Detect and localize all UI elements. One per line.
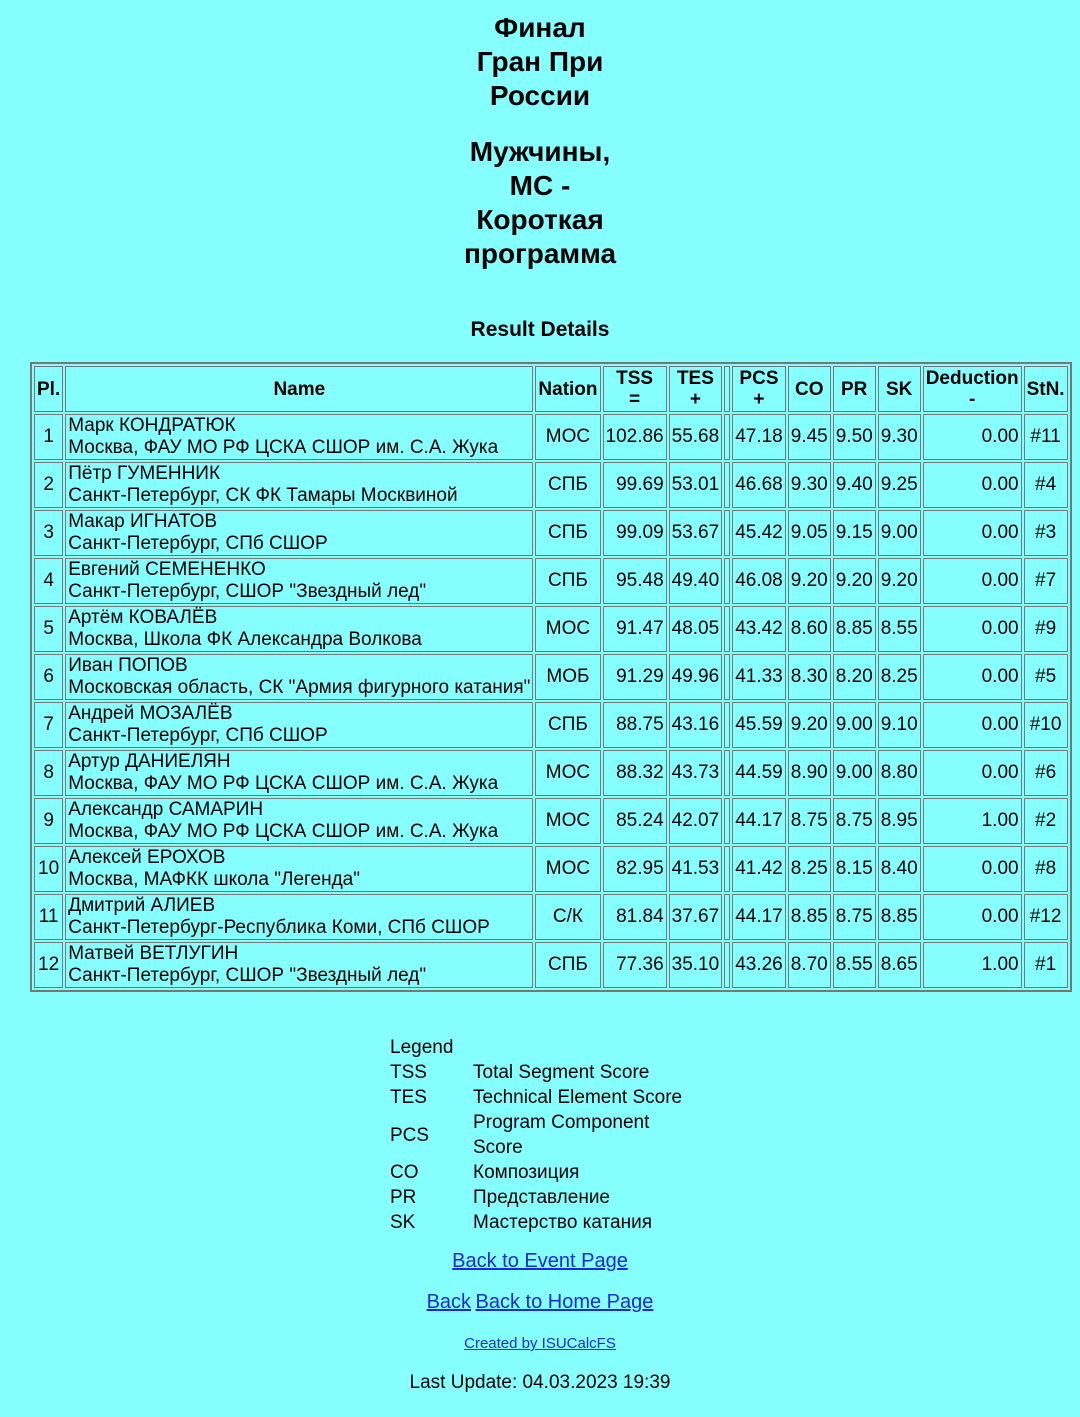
pcs-cell: 44.17	[732, 894, 786, 940]
sk-cell: 8.25	[878, 654, 921, 700]
nation-cell: СПБ	[535, 942, 600, 988]
legend-item	[390, 1185, 693, 1210]
category-title-line: Короткая	[476, 204, 604, 235]
nation-cell: СПБ	[535, 462, 600, 508]
tes-cell: 49.40	[669, 558, 723, 604]
legend-desc: Program Component Score	[473, 1112, 650, 1158]
sk-cell: 8.40	[878, 846, 921, 892]
pr-cell: 9.40	[833, 462, 876, 508]
skater-club: Москва, ФАУ МО РФ ЦСКА СШОР им. С.А. Жука	[68, 821, 499, 842]
nation-cell: МОБ	[535, 654, 600, 700]
event-title-line: Гран При	[476, 46, 604, 77]
gap-cell	[724, 846, 730, 892]
legend-desc: Technical Element Score	[473, 1087, 683, 1108]
legend-abbr: PCS	[390, 1124, 430, 1146]
legend-desc: Представление	[473, 1187, 610, 1208]
pcs-cell: 44.59	[732, 750, 786, 796]
skater-club: Московская область, СК "Армия фигурного катания"	[68, 677, 531, 698]
co-cell: 8.75	[788, 798, 831, 844]
category-title-line: программа	[463, 238, 617, 269]
tss-cell: 82.95	[603, 846, 667, 892]
co-cell: 8.60	[788, 606, 831, 652]
skater-name: Александр САМАРИН	[68, 799, 264, 820]
nation-cell: СПБ	[535, 558, 600, 604]
gap-cell	[724, 558, 730, 604]
pr-cell: 8.20	[833, 654, 876, 700]
created-by-link[interactable]: Created by ISUCalcFS	[464, 1335, 616, 1352]
deduction-cell: 0.00	[923, 702, 1022, 748]
event-title-line: Финал	[494, 12, 586, 43]
pr-cell: 9.20	[833, 558, 876, 604]
nation-cell: МОС	[535, 414, 600, 460]
col-stn: StN.	[1024, 366, 1068, 412]
start-number-cell: #12	[1024, 894, 1068, 940]
table-row	[34, 654, 1068, 700]
place-cell: 5	[34, 606, 63, 652]
co-cell: 9.05	[788, 510, 831, 556]
deduction-cell: 0.00	[923, 846, 1022, 892]
gap-cell	[724, 654, 730, 700]
tss-cell: 88.75	[603, 702, 667, 748]
col-pcs	[732, 366, 786, 412]
back-link[interactable]: Back	[426, 1291, 472, 1313]
tss-cell: 99.09	[603, 510, 667, 556]
event-link-row	[0, 1250, 1080, 1273]
pr-cell: 8.75	[833, 894, 876, 940]
tes-cell: 43.16	[669, 702, 723, 748]
deduction-cell: 1.00	[923, 798, 1022, 844]
back-to-event-link[interactable]: Back to Event Page	[452, 1250, 628, 1272]
tss-cell: 85.24	[603, 798, 667, 844]
skater-cell	[65, 606, 533, 652]
pcs-cell: 45.59	[732, 702, 786, 748]
sk-cell: 9.00	[878, 510, 921, 556]
legend-abbr: TSS	[390, 1062, 427, 1083]
table-row	[34, 558, 1068, 604]
gap-cell	[724, 414, 730, 460]
skater-name: Макар ИГНАТОВ	[68, 511, 218, 532]
legend-item	[390, 1060, 693, 1085]
co-cell: 8.70	[788, 942, 831, 988]
nation-cell: МОС	[535, 798, 600, 844]
co-cell: 8.85	[788, 894, 831, 940]
table-header-row	[34, 366, 1068, 412]
col-pcs-label: PCS	[739, 368, 779, 389]
col-sk: SK	[878, 366, 921, 412]
gap-cell	[724, 702, 730, 748]
pr-cell: 9.00	[833, 702, 876, 748]
tes-cell: 41.53	[669, 846, 723, 892]
start-number-cell: #7	[1024, 558, 1068, 604]
event-title	[390, 0, 690, 113]
co-cell: 9.45	[788, 414, 831, 460]
legend-desc: Мастерство катания	[473, 1212, 652, 1233]
tss-cell: 91.29	[603, 654, 667, 700]
deduction-cell: 0.00	[923, 606, 1022, 652]
skater-club: Санкт-Петербург, СШОР "Звездный лед"	[68, 581, 427, 602]
table-row	[34, 798, 1068, 844]
category-title	[390, 135, 690, 271]
co-cell: 9.20	[788, 558, 831, 604]
deduction-cell: 0.00	[923, 654, 1022, 700]
skater-club: Санкт-Петербург, СПб СШОР	[68, 725, 328, 746]
skater-cell	[65, 846, 533, 892]
nation-cell: МОС	[535, 750, 600, 796]
col-gap	[724, 366, 730, 412]
col-pr: PR	[833, 366, 876, 412]
place-cell: 7	[34, 702, 63, 748]
co-cell: 8.30	[788, 654, 831, 700]
deduction-cell: 0.00	[923, 558, 1022, 604]
sk-cell: 9.30	[878, 414, 921, 460]
start-number-cell: #11	[1024, 414, 1068, 460]
col-pcs-sign: +	[753, 389, 765, 410]
legend-item	[390, 1160, 693, 1185]
col-deduction-sign: -	[968, 389, 976, 410]
sk-cell: 8.55	[878, 606, 921, 652]
table-row	[34, 846, 1068, 892]
table-row	[34, 942, 1068, 988]
start-number-cell: #4	[1024, 462, 1068, 508]
pr-cell: 9.50	[833, 414, 876, 460]
col-deduction-label: Deduction	[925, 368, 1019, 389]
col-tes-label: TES	[676, 368, 714, 389]
nation-cell: С/К	[535, 894, 600, 940]
skater-name: Матвей ВЕТЛУГИН	[68, 943, 239, 964]
co-cell: 8.90	[788, 750, 831, 796]
event-title-line: России	[489, 80, 591, 111]
legend-title: Legend	[390, 1037, 454, 1058]
skater-name: Иван ПОПОВ	[68, 655, 188, 676]
legend-abbr: TES	[390, 1087, 427, 1108]
legend-desc: Композиция	[473, 1162, 580, 1183]
deduction-cell: 0.00	[923, 414, 1022, 460]
skater-cell	[65, 510, 533, 556]
skater-club: Санкт-Петербург-Республика Коми, СПб СШОР	[68, 917, 490, 938]
tes-cell: 48.05	[669, 606, 723, 652]
start-number-cell: #1	[1024, 942, 1068, 988]
pcs-cell: 41.33	[732, 654, 786, 700]
deduction-cell: 0.00	[923, 510, 1022, 556]
legend-item	[390, 1110, 693, 1160]
legend-abbr: PR	[390, 1187, 417, 1208]
nation-cell: МОС	[535, 606, 600, 652]
pr-cell: 9.15	[833, 510, 876, 556]
pcs-cell: 43.26	[732, 942, 786, 988]
home-link-row	[0, 1291, 1080, 1314]
skater-club: Москва, МАФКК школа "Легенда"	[68, 869, 360, 890]
col-name: Name	[65, 366, 533, 412]
place-cell: 10	[34, 846, 63, 892]
start-number-cell: #3	[1024, 510, 1068, 556]
tes-cell: 37.67	[669, 894, 723, 940]
start-number-cell: #8	[1024, 846, 1068, 892]
tss-cell: 81.84	[603, 894, 667, 940]
deduction-cell: 0.00	[923, 894, 1022, 940]
pcs-cell: 44.17	[732, 798, 786, 844]
skater-name: Алексей ЕРОХОВ	[68, 847, 226, 868]
table-row	[34, 750, 1068, 796]
pr-cell: 8.75	[833, 798, 876, 844]
skater-club: Москва, ФАУ МО РФ ЦСКА СШОР им. С.А. Жука	[68, 773, 499, 794]
col-deduction	[923, 366, 1022, 412]
pr-cell: 8.15	[833, 846, 876, 892]
gap-cell	[724, 894, 730, 940]
tss-cell: 102.86	[603, 414, 667, 460]
section-title: Result Details	[470, 318, 610, 341]
gap-cell	[724, 750, 730, 796]
start-number-cell: #10	[1024, 702, 1068, 748]
skater-name: Марк КОНДРАТЮК	[68, 415, 236, 436]
results-body	[34, 414, 1068, 988]
legend-desc: Total Segment Score	[473, 1062, 650, 1083]
co-cell: 9.30	[788, 462, 831, 508]
nation-cell: СПБ	[535, 510, 600, 556]
skater-club: Санкт-Петербург, СШОР "Звездный лед"	[68, 965, 427, 986]
tes-cell: 55.68	[669, 414, 723, 460]
sk-cell: 8.65	[878, 942, 921, 988]
skater-cell	[65, 894, 533, 940]
pcs-cell: 47.18	[732, 414, 786, 460]
skater-cell	[65, 702, 533, 748]
place-cell: 9	[34, 798, 63, 844]
skater-cell	[65, 558, 533, 604]
pr-cell: 8.85	[833, 606, 876, 652]
start-number-cell: #2	[1024, 798, 1068, 844]
tes-cell: 49.96	[669, 654, 723, 700]
category-title-line: Мужчины,	[469, 136, 611, 167]
col-tss-label: TSS	[616, 368, 654, 389]
co-cell: 9.20	[788, 702, 831, 748]
legend-item	[390, 1210, 693, 1235]
table-row	[34, 414, 1068, 460]
back-to-home-link[interactable]: Back to Home Page	[475, 1291, 654, 1313]
tss-cell: 88.32	[603, 750, 667, 796]
legend-abbr: SK	[390, 1212, 416, 1233]
skater-name: Пётр ГУМЕННИК	[68, 463, 221, 484]
skater-club: Санкт-Петербург, СК ФК Тамары Москвиной	[68, 485, 458, 506]
skater-cell	[65, 462, 533, 508]
sk-cell: 8.95	[878, 798, 921, 844]
tss-cell: 95.48	[603, 558, 667, 604]
pcs-cell: 46.68	[732, 462, 786, 508]
tes-cell: 53.01	[669, 462, 723, 508]
skater-cell	[65, 750, 533, 796]
skater-name: Артур ДАНИЕЛЯН	[68, 751, 231, 772]
place-cell: 6	[34, 654, 63, 700]
table-row	[34, 702, 1068, 748]
tes-cell: 53.67	[669, 510, 723, 556]
deduction-cell: 0.00	[923, 462, 1022, 508]
sk-cell: 9.10	[878, 702, 921, 748]
table-row	[34, 606, 1068, 652]
legend	[390, 1035, 693, 1235]
co-cell: 8.25	[788, 846, 831, 892]
skater-club: Санкт-Петербург, СПб СШОР	[68, 533, 328, 554]
pr-cell: 8.55	[833, 942, 876, 988]
skater-cell	[65, 414, 533, 460]
sk-cell: 8.80	[878, 750, 921, 796]
pr-cell: 9.00	[833, 750, 876, 796]
sk-cell: 9.20	[878, 558, 921, 604]
start-number-cell: #5	[1024, 654, 1068, 700]
col-tss-sign: =	[629, 389, 641, 410]
skater-name: Андрей МОЗАЛЁВ	[68, 703, 233, 724]
skater-cell	[65, 798, 533, 844]
gap-cell	[724, 462, 730, 508]
nation-cell: МОС	[535, 846, 600, 892]
col-tes	[669, 366, 723, 412]
col-co: CO	[788, 366, 831, 412]
place-cell: 11	[34, 894, 63, 940]
table-row	[34, 462, 1068, 508]
pcs-cell: 45.42	[732, 510, 786, 556]
skater-name: Артём КОВАЛЁВ	[68, 607, 218, 628]
start-number-cell: #6	[1024, 750, 1068, 796]
table-row	[34, 510, 1068, 556]
place-cell: 2	[34, 462, 63, 508]
tss-cell: 99.69	[603, 462, 667, 508]
skater-cell	[65, 654, 533, 700]
place-cell: 8	[34, 750, 63, 796]
place-cell: 3	[34, 510, 63, 556]
gap-cell	[724, 510, 730, 556]
nation-cell: СПБ	[535, 702, 600, 748]
col-tes-sign: +	[689, 389, 701, 410]
start-number-cell: #9	[1024, 606, 1068, 652]
last-update: Last Update: 04.03.2023 19:39	[409, 1372, 671, 1393]
skater-club: Москва, ФАУ МО РФ ЦСКА СШОР им. С.А. Жука	[68, 437, 499, 458]
legend-abbr: CO	[390, 1162, 419, 1183]
deduction-cell: 0.00	[923, 750, 1022, 796]
results-table	[30, 362, 1072, 992]
skater-club: Москва, Школа ФК Александра Волкова	[68, 629, 422, 650]
table-row	[34, 894, 1068, 940]
deduction-cell: 1.00	[923, 942, 1022, 988]
pcs-cell: 46.08	[732, 558, 786, 604]
skater-cell	[65, 942, 533, 988]
pcs-cell: 41.42	[732, 846, 786, 892]
skater-name: Дмитрий АЛИЕВ	[68, 895, 216, 916]
category-title-line: МС -	[509, 170, 571, 201]
pcs-cell: 43.42	[732, 606, 786, 652]
gap-cell	[724, 606, 730, 652]
tss-cell: 91.47	[603, 606, 667, 652]
tes-cell: 35.10	[669, 942, 723, 988]
tes-cell: 43.73	[669, 750, 723, 796]
legend-item	[390, 1085, 693, 1110]
place-cell: 1	[34, 414, 63, 460]
skater-name: Евгений СЕМЕНЕНКО	[68, 559, 266, 580]
place-cell: 4	[34, 558, 63, 604]
gap-cell	[724, 798, 730, 844]
gap-cell	[724, 942, 730, 988]
sk-cell: 8.85	[878, 894, 921, 940]
credit-link-row	[0, 1335, 1080, 1353]
col-nation: Nation	[535, 366, 600, 412]
col-tss	[603, 366, 667, 412]
place-cell: 12	[34, 942, 63, 988]
tes-cell: 42.07	[669, 798, 723, 844]
sk-cell: 9.25	[878, 462, 921, 508]
tss-cell: 77.36	[603, 942, 667, 988]
col-pl: Pl.	[34, 366, 63, 412]
